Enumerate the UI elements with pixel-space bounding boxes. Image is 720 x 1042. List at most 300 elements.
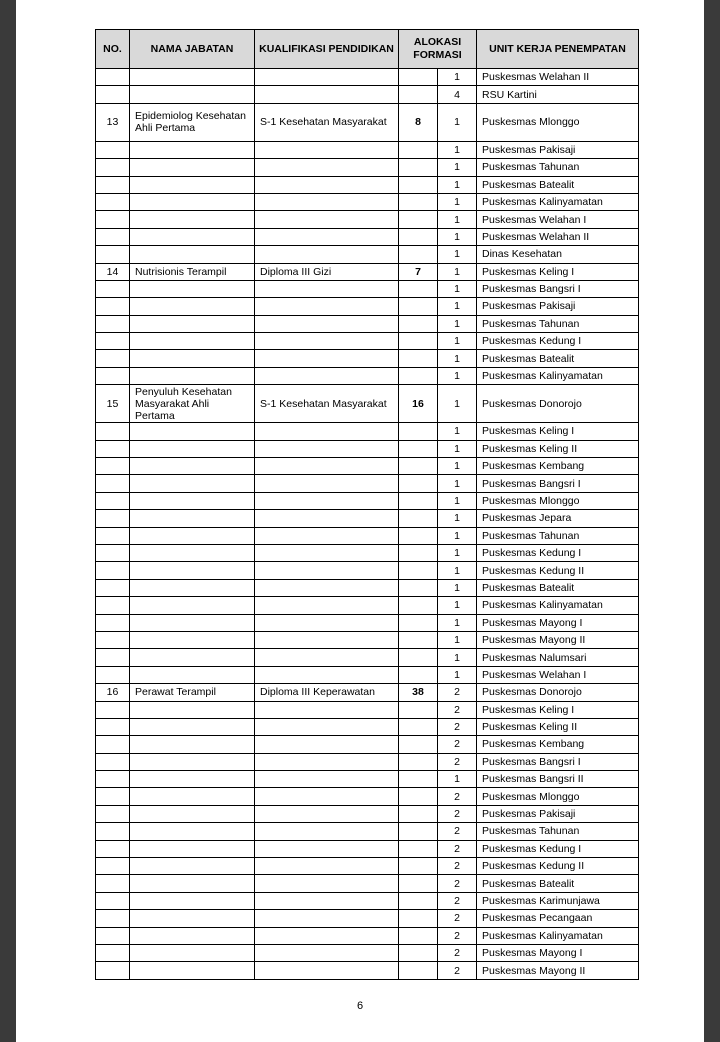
table-row <box>96 718 639 735</box>
cell-nama-jabatan <box>130 614 255 631</box>
cell-unit-kerja: Puskesmas Kalinyamatan <box>477 367 639 384</box>
table-row <box>96 701 639 718</box>
table-row <box>96 649 639 666</box>
cell-no <box>96 86 130 103</box>
cell-alokasi-unit: 1 <box>438 492 477 509</box>
cell-no: 16 <box>96 684 130 701</box>
cell-no <box>96 875 130 892</box>
cell-nama-jabatan <box>130 962 255 979</box>
table-row <box>96 193 639 210</box>
table-row <box>96 228 639 245</box>
cell-kualifikasi <box>255 805 399 822</box>
cell-no <box>96 492 130 509</box>
cell-nama-jabatan <box>130 510 255 527</box>
cell-nama-jabatan <box>130 910 255 927</box>
cell-alokasi-unit: 2 <box>438 823 477 840</box>
cell-nama-jabatan <box>130 927 255 944</box>
cell-alokasi-total <box>399 666 438 683</box>
cell-kualifikasi: Diploma III Keperawatan <box>255 684 399 701</box>
cell-alokasi-unit: 2 <box>438 944 477 961</box>
cell-no <box>96 211 130 228</box>
cell-alokasi-total: 16 <box>399 385 438 423</box>
cell-kualifikasi: S-1 Kesehatan Masyarakat <box>255 103 399 141</box>
cell-kualifikasi <box>255 475 399 492</box>
cell-no <box>96 858 130 875</box>
cell-alokasi-unit: 2 <box>438 684 477 701</box>
cell-unit-kerja: Puskesmas Bangsri I <box>477 280 639 297</box>
header-alokasi: ALOKASI FORMASI <box>399 30 477 69</box>
table-row <box>96 962 639 979</box>
cell-alokasi-unit: 1 <box>438 333 477 350</box>
cell-no <box>96 141 130 158</box>
cell-unit-kerja: Dinas Kesehatan <box>477 246 639 263</box>
cell-unit-kerja: Puskesmas Welahan II <box>477 228 639 245</box>
cell-kualifikasi <box>255 892 399 909</box>
cell-nama-jabatan <box>130 875 255 892</box>
cell-unit-kerja: Puskesmas Batealit <box>477 350 639 367</box>
cell-no <box>96 298 130 315</box>
cell-nama-jabatan <box>130 228 255 245</box>
cell-no <box>96 193 130 210</box>
cell-alokasi-total <box>399 753 438 770</box>
table-row <box>96 597 639 614</box>
cell-alokasi-total <box>399 298 438 315</box>
cell-nama-jabatan <box>130 176 255 193</box>
cell-kualifikasi <box>255 944 399 961</box>
cell-no <box>96 159 130 176</box>
cell-kualifikasi <box>255 458 399 475</box>
cell-nama-jabatan <box>130 544 255 561</box>
cell-nama-jabatan: Perawat Terampil <box>130 684 255 701</box>
cell-alokasi-unit: 1 <box>438 193 477 210</box>
cell-kualifikasi <box>255 788 399 805</box>
table-row <box>96 892 639 909</box>
cell-no <box>96 823 130 840</box>
cell-alokasi-unit: 1 <box>438 280 477 297</box>
table-row <box>96 475 639 492</box>
cell-alokasi-unit: 1 <box>438 315 477 332</box>
document-page <box>16 0 704 1042</box>
table-row <box>96 805 639 822</box>
cell-kualifikasi <box>255 910 399 927</box>
cell-no <box>96 440 130 457</box>
cell-alokasi-total <box>399 718 438 735</box>
cell-no <box>96 805 130 822</box>
cell-kualifikasi <box>255 718 399 735</box>
cell-unit-kerja: Puskesmas Kembang <box>477 736 639 753</box>
cell-no <box>96 350 130 367</box>
cell-no <box>96 527 130 544</box>
cell-alokasi-unit: 1 <box>438 544 477 561</box>
cell-no <box>96 631 130 648</box>
cell-nama-jabatan <box>130 805 255 822</box>
cell-alokasi-total <box>399 367 438 384</box>
cell-nama-jabatan <box>130 666 255 683</box>
cell-alokasi-total: 38 <box>399 684 438 701</box>
cell-alokasi-unit: 2 <box>438 927 477 944</box>
cell-nama-jabatan <box>130 631 255 648</box>
cell-alokasi-unit: 1 <box>438 579 477 596</box>
cell-unit-kerja: Puskesmas Mlonggo <box>477 492 639 509</box>
cell-unit-kerja: Puskesmas Mayong I <box>477 944 639 961</box>
cell-alokasi-unit: 1 <box>438 423 477 440</box>
cell-nama-jabatan <box>130 579 255 596</box>
cell-alokasi-total <box>399 159 438 176</box>
cell-alokasi-unit: 1 <box>438 263 477 280</box>
cell-kualifikasi <box>255 858 399 875</box>
table-row <box>96 910 639 927</box>
cell-unit-kerja: Puskesmas Batealit <box>477 579 639 596</box>
cell-nama-jabatan <box>130 944 255 961</box>
cell-no: 13 <box>96 103 130 141</box>
cell-unit-kerja: Puskesmas Keling I <box>477 263 639 280</box>
cell-kualifikasi <box>255 544 399 561</box>
table-row <box>96 840 639 857</box>
cell-kualifikasi <box>255 333 399 350</box>
cell-no <box>96 649 130 666</box>
cell-alokasi-unit: 2 <box>438 858 477 875</box>
table-row <box>96 69 639 86</box>
cell-alokasi-total <box>399 910 438 927</box>
cell-nama-jabatan <box>130 367 255 384</box>
cell-alokasi-total <box>399 736 438 753</box>
cell-kualifikasi <box>255 562 399 579</box>
cell-nama-jabatan <box>130 141 255 158</box>
cell-alokasi-total <box>399 805 438 822</box>
cell-alokasi-total <box>399 527 438 544</box>
cell-nama-jabatan <box>130 458 255 475</box>
cell-no <box>96 315 130 332</box>
cell-nama-jabatan <box>130 562 255 579</box>
cell-unit-kerja: Puskesmas Kedung I <box>477 840 639 857</box>
cell-nama-jabatan <box>130 492 255 509</box>
cell-nama-jabatan <box>130 350 255 367</box>
cell-no <box>96 423 130 440</box>
table-row <box>96 510 639 527</box>
cell-alokasi-total <box>399 649 438 666</box>
cell-alokasi-total <box>399 211 438 228</box>
cell-unit-kerja: Puskesmas Tahunan <box>477 315 639 332</box>
cell-no <box>96 736 130 753</box>
cell-nama-jabatan: Epidemiolog Kesehatan Ahli Pertama <box>130 103 255 141</box>
table-row <box>96 263 639 280</box>
cell-no <box>96 892 130 909</box>
cell-alokasi-unit: 1 <box>438 649 477 666</box>
table-row <box>96 858 639 875</box>
cell-no <box>96 597 130 614</box>
table-row <box>96 350 639 367</box>
cell-kualifikasi <box>255 771 399 788</box>
cell-alokasi-total <box>399 492 438 509</box>
cell-kualifikasi <box>255 176 399 193</box>
cell-nama-jabatan <box>130 701 255 718</box>
cell-alokasi-unit: 1 <box>438 666 477 683</box>
cell-nama-jabatan <box>130 597 255 614</box>
cell-no <box>96 962 130 979</box>
cell-unit-kerja: Puskesmas Tahunan <box>477 823 639 840</box>
table-row <box>96 423 639 440</box>
cell-alokasi-total <box>399 944 438 961</box>
cell-alokasi-total <box>399 350 438 367</box>
cell-alokasi-total: 7 <box>399 263 438 280</box>
cell-no <box>96 69 130 86</box>
cell-unit-kerja: Puskesmas Mayong II <box>477 962 639 979</box>
cell-alokasi-unit: 2 <box>438 962 477 979</box>
cell-alokasi-unit: 2 <box>438 718 477 735</box>
cell-unit-kerja: Puskesmas Tahunan <box>477 159 639 176</box>
cell-alokasi-total <box>399 875 438 892</box>
cell-kualifikasi <box>255 840 399 857</box>
cell-no <box>96 927 130 944</box>
header-no: NO. <box>96 30 130 69</box>
cell-alokasi-unit: 2 <box>438 788 477 805</box>
cell-no <box>96 367 130 384</box>
cell-nama-jabatan <box>130 333 255 350</box>
table-header-row <box>96 30 639 69</box>
cell-kualifikasi <box>255 315 399 332</box>
cell-alokasi-unit: 1 <box>438 350 477 367</box>
cell-kualifikasi <box>255 367 399 384</box>
cell-alokasi-unit: 4 <box>438 86 477 103</box>
cell-nama-jabatan <box>130 440 255 457</box>
cell-nama-jabatan <box>130 892 255 909</box>
cell-alokasi-unit: 1 <box>438 228 477 245</box>
table-row <box>96 298 639 315</box>
cell-no <box>96 910 130 927</box>
cell-alokasi-unit: 1 <box>438 562 477 579</box>
cell-nama-jabatan <box>130 858 255 875</box>
table-row <box>96 246 639 263</box>
cell-no <box>96 458 130 475</box>
cell-unit-kerja: Puskesmas Mayong I <box>477 614 639 631</box>
table-row <box>96 367 639 384</box>
cell-nama-jabatan <box>130 211 255 228</box>
table-row <box>96 753 639 770</box>
cell-alokasi-total <box>399 458 438 475</box>
cell-kualifikasi <box>255 492 399 509</box>
cell-alokasi-unit: 1 <box>438 141 477 158</box>
cell-kualifikasi <box>255 193 399 210</box>
table-row <box>96 771 639 788</box>
table-row <box>96 579 639 596</box>
cell-nama-jabatan <box>130 280 255 297</box>
table-row <box>96 440 639 457</box>
table-row <box>96 614 639 631</box>
cell-no <box>96 579 130 596</box>
cell-unit-kerja: Puskesmas Donorojo <box>477 684 639 701</box>
cell-unit-kerja: Puskesmas Nalumsari <box>477 649 639 666</box>
cell-alokasi-total <box>399 562 438 579</box>
cell-alokasi-total <box>399 69 438 86</box>
cell-kualifikasi <box>255 246 399 263</box>
cell-kualifikasi <box>255 280 399 297</box>
cell-unit-kerja: Puskesmas Pakisaji <box>477 805 639 822</box>
cell-alokasi-total: 8 <box>399 103 438 141</box>
cell-alokasi-total <box>399 193 438 210</box>
cell-kualifikasi <box>255 962 399 979</box>
cell-alokasi-unit: 2 <box>438 892 477 909</box>
table-row <box>96 280 639 297</box>
cell-alokasi-total <box>399 544 438 561</box>
cell-nama-jabatan <box>130 475 255 492</box>
cell-no <box>96 614 130 631</box>
cell-nama-jabatan <box>130 159 255 176</box>
table-row <box>96 103 639 141</box>
cell-unit-kerja: Puskesmas Pakisaji <box>477 298 639 315</box>
table-row <box>96 527 639 544</box>
cell-nama-jabatan <box>130 840 255 857</box>
cell-alokasi-total <box>399 280 438 297</box>
cell-nama-jabatan: Penyuluh Kesehatan Masyarakat Ahli Pertama <box>130 385 255 423</box>
cell-alokasi-unit: 1 <box>438 771 477 788</box>
cell-unit-kerja: Puskesmas Keling I <box>477 423 639 440</box>
table-row <box>96 788 639 805</box>
cell-unit-kerja: Puskesmas Welahan I <box>477 666 639 683</box>
cell-kualifikasi <box>255 298 399 315</box>
cell-alokasi-unit: 1 <box>438 458 477 475</box>
cell-unit-kerja: Puskesmas Bangsri I <box>477 475 639 492</box>
cell-nama-jabatan <box>130 649 255 666</box>
cell-alokasi-unit: 1 <box>438 69 477 86</box>
cell-nama-jabatan <box>130 423 255 440</box>
cell-alokasi-unit: 1 <box>438 159 477 176</box>
cell-unit-kerja: Puskesmas Kalinyamatan <box>477 597 639 614</box>
cell-no <box>96 701 130 718</box>
cell-alokasi-unit: 1 <box>438 614 477 631</box>
cell-no <box>96 333 130 350</box>
cell-kualifikasi <box>255 666 399 683</box>
cell-no <box>96 771 130 788</box>
cell-kualifikasi <box>255 649 399 666</box>
cell-unit-kerja: Puskesmas Welahan II <box>477 69 639 86</box>
cell-kualifikasi <box>255 701 399 718</box>
cell-alokasi-unit: 1 <box>438 510 477 527</box>
table-row <box>96 823 639 840</box>
cell-alokasi-total <box>399 333 438 350</box>
cell-no <box>96 544 130 561</box>
cell-unit-kerja: Puskesmas Kalinyamatan <box>477 927 639 944</box>
cell-kualifikasi <box>255 527 399 544</box>
cell-unit-kerja: Puskesmas Kedung II <box>477 858 639 875</box>
cell-kualifikasi <box>255 631 399 648</box>
table-row <box>96 141 639 158</box>
cell-alokasi-total <box>399 823 438 840</box>
cell-alokasi-unit: 1 <box>438 475 477 492</box>
table-body <box>96 69 639 980</box>
cell-alokasi-total <box>399 86 438 103</box>
cell-no <box>96 666 130 683</box>
cell-unit-kerja: Puskesmas Keling I <box>477 701 639 718</box>
cell-nama-jabatan <box>130 788 255 805</box>
cell-alokasi-unit: 1 <box>438 211 477 228</box>
cell-unit-kerja: Puskesmas Welahan I <box>477 211 639 228</box>
cell-no <box>96 944 130 961</box>
cell-unit-kerja: Puskesmas Batealit <box>477 875 639 892</box>
cell-kualifikasi <box>255 753 399 770</box>
cell-alokasi-total <box>399 927 438 944</box>
cell-no <box>96 788 130 805</box>
cell-no <box>96 246 130 263</box>
cell-no <box>96 280 130 297</box>
cell-unit-kerja: Puskesmas Keling II <box>477 718 639 735</box>
cell-nama-jabatan <box>130 823 255 840</box>
cell-alokasi-unit: 2 <box>438 910 477 927</box>
page-number: 6 <box>356 1000 364 1012</box>
cell-alokasi-total <box>399 579 438 596</box>
table-row <box>96 875 639 892</box>
cell-nama-jabatan <box>130 736 255 753</box>
table-row <box>96 176 639 193</box>
cell-unit-kerja: Puskesmas Pakisaji <box>477 141 639 158</box>
table-row <box>96 544 639 561</box>
table-row <box>96 315 639 332</box>
cell-kualifikasi <box>255 423 399 440</box>
cell-nama-jabatan <box>130 298 255 315</box>
cell-nama-jabatan <box>130 246 255 263</box>
table-row <box>96 944 639 961</box>
cell-unit-kerja: Puskesmas Mlonggo <box>477 103 639 141</box>
cell-alokasi-total <box>399 315 438 332</box>
cell-unit-kerja: Puskesmas Bangsri II <box>477 771 639 788</box>
table-row <box>96 562 639 579</box>
table-row <box>96 666 639 683</box>
cell-alokasi-total <box>399 475 438 492</box>
cell-alokasi-total <box>399 614 438 631</box>
header-nama-jabatan: NAMA JABATAN <box>130 30 255 69</box>
cell-kualifikasi <box>255 510 399 527</box>
cell-unit-kerja: RSU Kartini <box>477 86 639 103</box>
cell-nama-jabatan <box>130 771 255 788</box>
cell-alokasi-total <box>399 423 438 440</box>
cell-unit-kerja: Puskesmas Keling II <box>477 440 639 457</box>
cell-alokasi-total <box>399 510 438 527</box>
cell-alokasi-total <box>399 631 438 648</box>
cell-alokasi-total <box>399 141 438 158</box>
cell-kualifikasi <box>255 159 399 176</box>
cell-kualifikasi <box>255 597 399 614</box>
cell-kualifikasi: S-1 Kesehatan Masyarakat <box>255 385 399 423</box>
cell-no: 15 <box>96 385 130 423</box>
cell-kualifikasi: Diploma III Gizi <box>255 263 399 280</box>
cell-alokasi-unit: 1 <box>438 176 477 193</box>
cell-no <box>96 228 130 245</box>
table-row <box>96 684 639 701</box>
cell-unit-kerja: Puskesmas Jepara <box>477 510 639 527</box>
cell-alokasi-unit: 2 <box>438 753 477 770</box>
cell-no <box>96 475 130 492</box>
table-row <box>96 385 639 423</box>
cell-alokasi-unit: 1 <box>438 103 477 141</box>
cell-kualifikasi <box>255 736 399 753</box>
cell-alokasi-total <box>399 176 438 193</box>
cell-unit-kerja: Puskesmas Kembang <box>477 458 639 475</box>
cell-kualifikasi <box>255 579 399 596</box>
cell-no: 14 <box>96 263 130 280</box>
table-row <box>96 211 639 228</box>
cell-unit-kerja: Puskesmas Tahunan <box>477 527 639 544</box>
cell-no <box>96 562 130 579</box>
table-row <box>96 631 639 648</box>
table-row <box>96 159 639 176</box>
cell-kualifikasi <box>255 228 399 245</box>
cell-kualifikasi <box>255 614 399 631</box>
cell-alokasi-unit: 1 <box>438 385 477 423</box>
cell-alokasi-unit: 1 <box>438 597 477 614</box>
cell-nama-jabatan <box>130 69 255 86</box>
cell-nama-jabatan <box>130 315 255 332</box>
cell-alokasi-total <box>399 440 438 457</box>
cell-nama-jabatan <box>130 86 255 103</box>
